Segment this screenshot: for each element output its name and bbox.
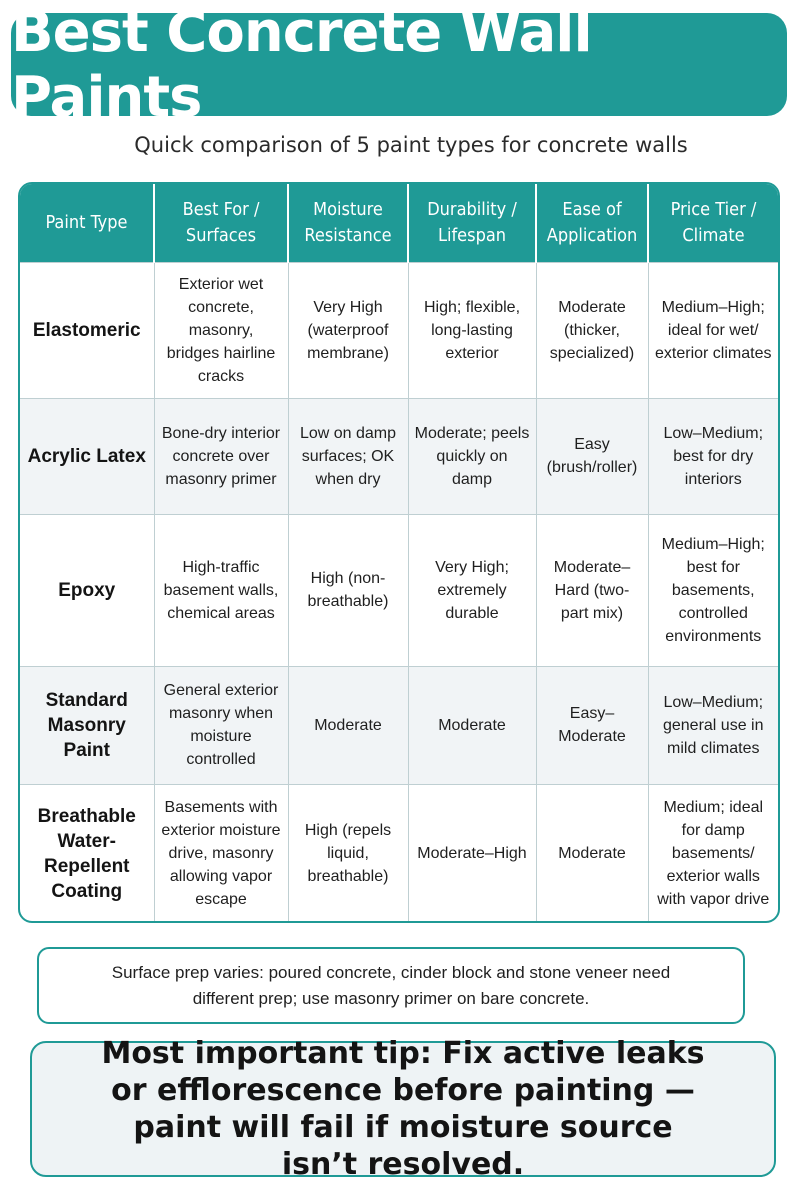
- cell-durability: High; flexible, long-lasting exterior: [408, 262, 536, 398]
- cell-paint-type: Standard Masonry Paint: [20, 666, 154, 784]
- table-row: [20, 784, 778, 923]
- important-tip-box: [30, 1036, 776, 1182]
- table-row: [20, 262, 778, 398]
- cell-moisture: High (repels liquid, breathable): [288, 784, 408, 923]
- table-row: [20, 666, 778, 784]
- header-durability: Durability / Lifespan: [408, 184, 536, 262]
- table-row: [20, 514, 778, 666]
- title-banner: [11, 0, 787, 130]
- cell-paint-type: Breathable Water-Repellent Coating: [20, 784, 154, 923]
- cell-best-for: Bone-dry interior concrete over masonry primer: [154, 398, 288, 514]
- header-best-for: Best For / Surfaces: [154, 184, 288, 262]
- cell-paint-type: Acrylic Latex: [20, 398, 154, 514]
- cell-durability: Moderate; peels quickly on damp: [408, 398, 536, 514]
- cell-paint-type: Elastomeric: [20, 262, 154, 398]
- cell-price: Medium–High; ideal for wet/ exterior climates: [648, 262, 778, 398]
- header-ease: Ease of Application: [536, 184, 648, 262]
- header-paint-type: Paint Type: [20, 184, 154, 262]
- cell-moisture: Low on damp surfaces; OK when dry: [288, 398, 408, 514]
- cell-best-for: General exterior masonry when moisture controlled: [154, 666, 288, 784]
- header-price: Price Tier / Climate: [648, 184, 778, 262]
- table-header-row: [20, 184, 778, 262]
- important-tip-text: Most important tip: Fix active leaks or efflorescence before painting — paint will fail if moisture source isn’t resolved.: [101, 1036, 705, 1182]
- cell-price: Medium–High; best for basements, controlled environments: [648, 514, 778, 666]
- cell-moisture: Moderate: [288, 666, 408, 784]
- page-subtitle: Quick comparison of 5 paint types for concrete walls: [134, 133, 688, 157]
- cell-ease: Moderate–Hard (two-part mix): [536, 514, 648, 666]
- cell-paint-type: Epoxy: [20, 514, 154, 666]
- cell-durability: Very High; extremely durable: [408, 514, 536, 666]
- surface-prep-note-text: Surface prep varies: poured concrete, cinder block and stone veneer need different prep; use masonry primer on bare concrete.: [111, 962, 671, 1008]
- table-row: [20, 398, 778, 514]
- cell-ease: Easy–Moderate: [536, 666, 648, 784]
- cell-price: Low–Medium; best for dry interiors: [648, 398, 778, 514]
- cell-price: Medium; ideal for damp basements/ exterior walls with vapor drive: [648, 784, 778, 923]
- cell-ease: Easy (brush/roller): [536, 398, 648, 514]
- cell-price: Low–Medium; general use in mild climates: [648, 666, 778, 784]
- cell-ease: Moderate: [536, 784, 648, 923]
- cell-durability: Moderate: [408, 666, 536, 784]
- cell-moisture: High (non-breathable): [288, 514, 408, 666]
- cell-durability: Moderate–High: [408, 784, 536, 923]
- cell-best-for: Exterior wet concrete, masonry, bridges hairline cracks: [154, 262, 288, 398]
- page-title: Best Concrete Wall Paints: [11, 0, 592, 130]
- cell-best-for: Basements with exterior moisture drive, masonry allowing vapor escape: [154, 784, 288, 923]
- header-moisture: Moisture Resistance: [288, 184, 408, 262]
- cell-moisture: Very High (waterproof membrane): [288, 262, 408, 398]
- comparison-table-container: [18, 182, 780, 923]
- cell-ease: Moderate (thicker, specialized): [536, 262, 648, 398]
- cell-best-for: High-traffic basement walls, chemical areas: [154, 514, 288, 666]
- comparison-table: [20, 184, 778, 923]
- surface-prep-note: [37, 947, 745, 1024]
